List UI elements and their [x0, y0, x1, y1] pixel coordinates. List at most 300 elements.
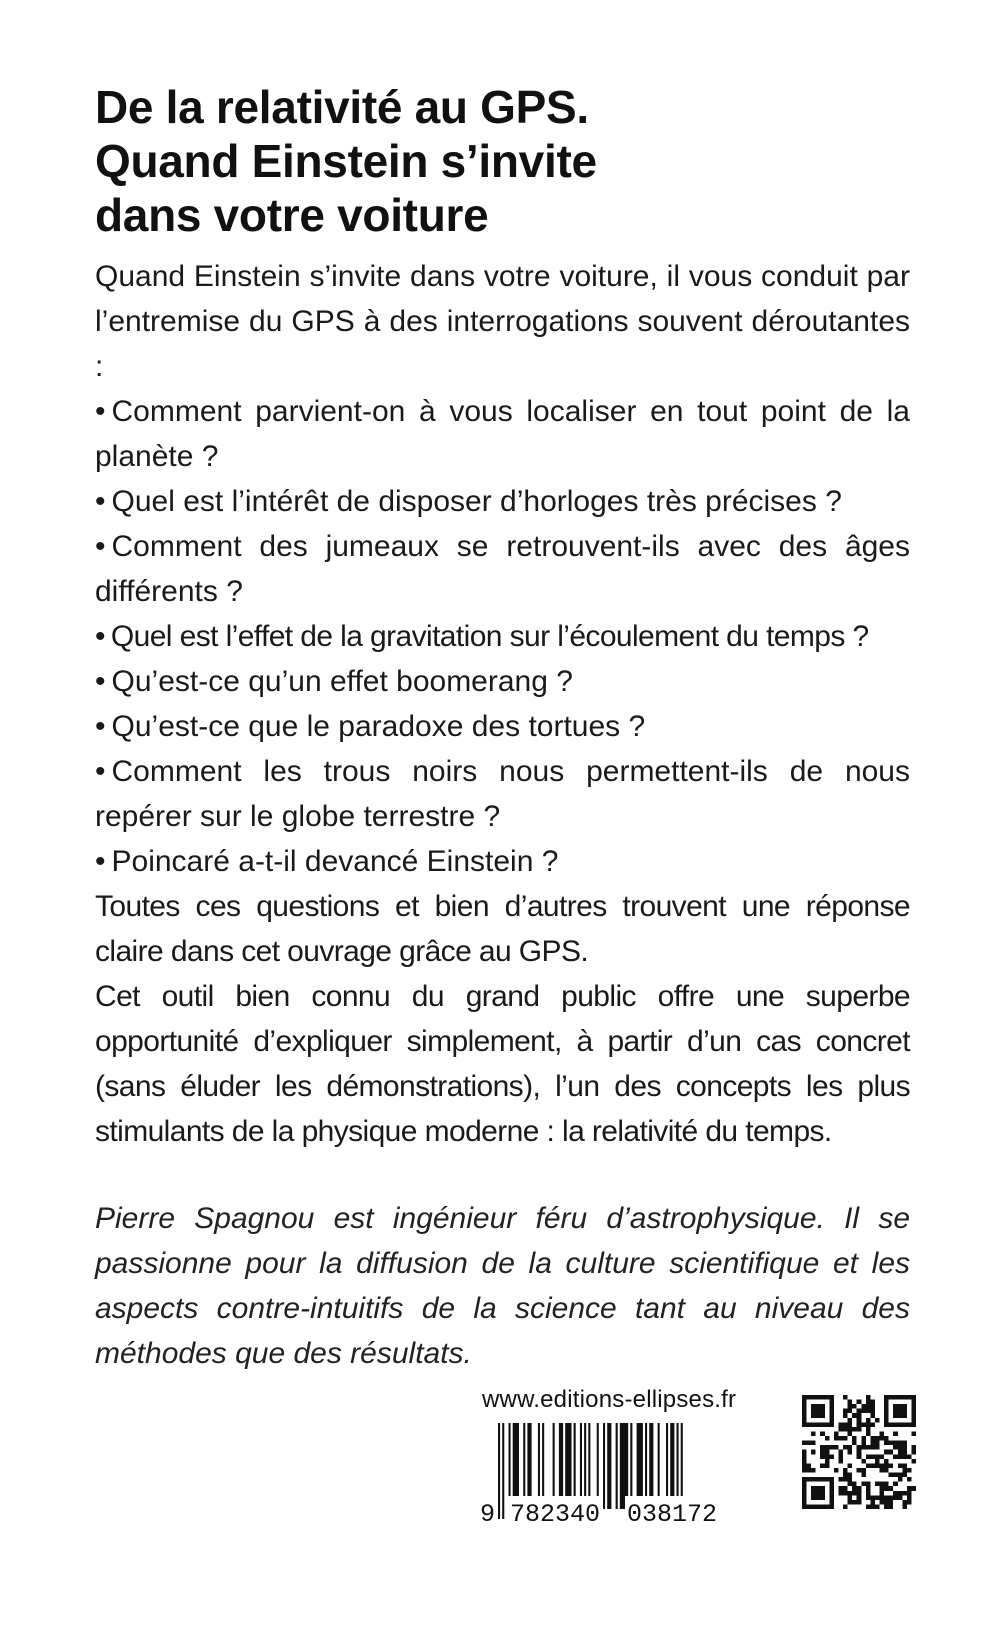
qr-module — [802, 1450, 807, 1455]
qr-module — [907, 1495, 912, 1500]
qr-module — [857, 1491, 862, 1496]
qr-module — [907, 1486, 912, 1491]
qr-module — [816, 1486, 821, 1491]
qr-module — [843, 1504, 848, 1509]
qr-module — [902, 1404, 907, 1409]
qr-module — [911, 1409, 916, 1414]
qr-module — [861, 1473, 866, 1478]
qr-module — [848, 1427, 853, 1432]
qr-module — [893, 1482, 898, 1487]
qr-module — [857, 1422, 862, 1427]
qr-module — [811, 1495, 816, 1500]
qr-module — [802, 1413, 807, 1418]
qr-module — [898, 1473, 903, 1478]
qr-module — [820, 1445, 825, 1450]
cover-text — [95, 80, 910, 1406]
qr-module — [816, 1404, 821, 1409]
qr-module — [884, 1404, 889, 1409]
qr-module — [802, 1409, 807, 1414]
qr-module — [829, 1404, 834, 1409]
qr-module — [811, 1441, 816, 1446]
qr-module — [875, 1454, 880, 1459]
qr-module — [866, 1418, 871, 1423]
qr-module — [834, 1445, 839, 1450]
qr-module — [834, 1468, 839, 1473]
qr-module — [838, 1422, 843, 1427]
qr-module — [848, 1445, 853, 1450]
qr-module — [889, 1463, 894, 1468]
qr-module — [889, 1422, 894, 1427]
qr-module — [880, 1436, 885, 1441]
qr-module — [911, 1422, 916, 1427]
qr-module — [911, 1431, 916, 1436]
answer-paragraph: Toutes ces questions et bien d’autres trouvent une réponse claire dans cet ouvrage grâce au GPS. — [95, 890, 910, 968]
qr-module — [825, 1463, 830, 1468]
qr-module — [807, 1463, 812, 1468]
qr-module — [898, 1445, 903, 1450]
qr-module — [848, 1418, 853, 1423]
qr-module — [829, 1486, 834, 1491]
qr-module — [811, 1504, 816, 1509]
qr-module — [838, 1436, 843, 1441]
qr-module — [911, 1404, 916, 1409]
qr-module — [907, 1500, 912, 1505]
qr-module — [843, 1413, 848, 1418]
qr-module — [866, 1495, 871, 1500]
qr-module — [829, 1482, 834, 1487]
barcode-graphic — [478, 1423, 768, 1533]
qr-module — [802, 1468, 807, 1473]
qr-module — [866, 1427, 871, 1432]
qr-module — [884, 1418, 889, 1423]
qr-module — [911, 1413, 916, 1418]
qr-module — [866, 1395, 871, 1400]
qr-module — [848, 1404, 853, 1409]
qr-module — [816, 1409, 821, 1414]
qr-module — [820, 1477, 825, 1482]
qr-module — [820, 1422, 825, 1427]
qr-module — [893, 1395, 898, 1400]
qr-module — [820, 1404, 825, 1409]
qr-module — [902, 1395, 907, 1400]
qr-module — [875, 1495, 880, 1500]
qr-module — [829, 1418, 834, 1423]
qr-module — [816, 1504, 821, 1509]
qr-module — [843, 1473, 848, 1478]
qr-module — [857, 1495, 862, 1500]
qr-module — [838, 1450, 843, 1455]
qr-module — [802, 1482, 807, 1487]
qr-module — [880, 1482, 885, 1487]
qr-module — [843, 1491, 848, 1496]
qr-module — [893, 1495, 898, 1500]
qr-module — [843, 1409, 848, 1414]
qr-module — [852, 1500, 857, 1505]
barcode-bar — [616, 1423, 618, 1509]
qr-module — [866, 1404, 871, 1409]
qr-module — [811, 1477, 816, 1482]
qr-module — [811, 1468, 816, 1473]
qr-module — [825, 1477, 830, 1482]
qr-module — [843, 1486, 848, 1491]
qr-module — [852, 1486, 857, 1491]
qr-module — [866, 1491, 871, 1496]
qr-module — [811, 1431, 816, 1436]
qr-module — [866, 1422, 871, 1427]
qr-module — [811, 1422, 816, 1427]
title-line-3: dans votre voiture — [95, 189, 489, 241]
qr-module — [889, 1441, 894, 1446]
qr-module — [902, 1409, 907, 1414]
qr-module — [880, 1495, 885, 1500]
qr-module — [843, 1422, 848, 1427]
qr-module — [838, 1459, 843, 1464]
qr-module — [802, 1477, 807, 1482]
qr-module — [870, 1409, 875, 1414]
qr-module — [902, 1413, 907, 1418]
qr-module — [861, 1441, 866, 1446]
qr-module — [802, 1504, 807, 1509]
qr-module — [816, 1495, 821, 1500]
qr-module — [911, 1459, 916, 1464]
qr-module — [861, 1459, 866, 1464]
qr-module — [884, 1441, 889, 1446]
qr-module — [884, 1500, 889, 1505]
qr-module — [834, 1436, 839, 1441]
qr-module — [866, 1431, 871, 1436]
barcode-bar — [502, 1423, 504, 1519]
qr-module — [852, 1441, 857, 1446]
qr-module — [911, 1450, 916, 1455]
qr-module — [902, 1491, 907, 1496]
qr-module — [843, 1477, 848, 1482]
list-item: • Qu’est-ce qu’un effet boomerang ? — [95, 665, 573, 698]
qr-module — [820, 1413, 825, 1418]
qr-module — [811, 1409, 816, 1414]
qr-module — [870, 1495, 875, 1500]
qr-module — [898, 1454, 903, 1459]
qr-module — [893, 1454, 898, 1459]
qr-module — [802, 1395, 807, 1400]
qr-module — [907, 1422, 912, 1427]
qr-module — [893, 1413, 898, 1418]
qr-module — [802, 1463, 807, 1468]
qr-module — [880, 1486, 885, 1491]
qr-module — [848, 1463, 853, 1468]
qr-module — [848, 1409, 853, 1414]
qr-module — [875, 1441, 880, 1446]
qr-module — [829, 1395, 834, 1400]
qr-module — [880, 1454, 885, 1459]
qr-module — [889, 1395, 894, 1400]
qr-module — [898, 1404, 903, 1409]
qr-module — [870, 1436, 875, 1441]
qr-module — [907, 1454, 912, 1459]
qr-module — [884, 1409, 889, 1414]
qr-module — [898, 1422, 903, 1427]
qr-module — [870, 1422, 875, 1427]
qr-module — [838, 1486, 843, 1491]
qr-module — [802, 1422, 807, 1427]
qr-module — [857, 1427, 862, 1432]
qr-module — [857, 1413, 862, 1418]
qr-module — [889, 1473, 894, 1478]
qr-module — [880, 1463, 885, 1468]
qr-module — [802, 1459, 807, 1464]
qr-module — [884, 1395, 889, 1400]
qr-module — [825, 1450, 830, 1455]
list-item: • Quel est l’effet de la gravitation sur l’écoulement du temps ? — [95, 620, 869, 653]
qr-module — [802, 1495, 807, 1500]
qr-module — [907, 1477, 912, 1482]
qr-module — [911, 1486, 916, 1491]
qr-module — [848, 1500, 853, 1505]
qr-module — [866, 1463, 871, 1468]
qr-module — [866, 1445, 871, 1450]
qr-module — [857, 1486, 862, 1491]
qr-module — [893, 1404, 898, 1409]
qr-module — [880, 1431, 885, 1436]
qr-module — [884, 1495, 889, 1500]
qr-module — [820, 1491, 825, 1496]
qr-module — [902, 1445, 907, 1450]
qr-module — [861, 1445, 866, 1450]
qr-module — [875, 1418, 880, 1423]
qr-module — [880, 1491, 885, 1496]
qr-module — [884, 1468, 889, 1473]
qr-module — [889, 1500, 894, 1505]
qr-module — [857, 1418, 862, 1423]
qr-module — [861, 1468, 866, 1473]
title-line-2: Quand Einstein s’invite — [95, 135, 597, 187]
qr-module — [807, 1477, 812, 1482]
qr-module — [884, 1482, 889, 1487]
qr-module — [816, 1395, 821, 1400]
qr-module — [820, 1450, 825, 1455]
qr-module — [902, 1450, 907, 1455]
qr-module — [811, 1450, 816, 1455]
list-item: • Comment les trous noirs nous permettent-ils de nous repérer sur le globe terrestre ? — [95, 755, 910, 833]
isbn-barcode — [478, 1423, 768, 1533]
publisher-website[interactable]: www.editions-ellipses.fr — [482, 1386, 737, 1413]
qr-module — [875, 1445, 880, 1450]
qr-module — [848, 1477, 853, 1482]
qr-module — [902, 1504, 907, 1509]
book-title — [95, 80, 910, 242]
qr-module — [889, 1504, 894, 1509]
qr-module — [902, 1422, 907, 1427]
qr-module — [848, 1495, 853, 1500]
qr-module — [884, 1486, 889, 1491]
qr-module — [870, 1404, 875, 1409]
list-item: • Poincaré a-t-il devancé Einstein ? — [95, 845, 559, 878]
qr-module — [843, 1445, 848, 1450]
qr-module — [825, 1445, 830, 1450]
qr-module — [884, 1400, 889, 1405]
qr-module — [820, 1504, 825, 1509]
qr-module — [829, 1477, 834, 1482]
qr-module — [829, 1495, 834, 1500]
intro-paragraph: Quand Einstein s’invite dans votre voiture, il vous conduit par l’entremise du GPS à des interrogations souvent déroutantes : — [95, 260, 910, 383]
qr-module — [834, 1431, 839, 1436]
qr-module — [816, 1491, 821, 1496]
qr-module — [807, 1504, 812, 1509]
qr-module — [825, 1395, 830, 1400]
qr-module — [866, 1504, 871, 1509]
qr-module — [884, 1413, 889, 1418]
qr-module — [838, 1491, 843, 1496]
qr-module — [802, 1418, 807, 1423]
qr-module — [829, 1500, 834, 1505]
qr-module — [875, 1463, 880, 1468]
qr-module — [907, 1395, 912, 1400]
qr-module — [838, 1427, 843, 1432]
qr-module — [825, 1504, 830, 1509]
qr-module — [816, 1413, 821, 1418]
qr-module — [852, 1413, 857, 1418]
qr-module — [852, 1427, 857, 1432]
qr-module — [884, 1504, 889, 1509]
qr-module — [820, 1454, 825, 1459]
qr-module — [829, 1400, 834, 1405]
qr-module — [848, 1422, 853, 1427]
list-item: • Comment parvient-on à vous localiser en tout point de la planète ? — [95, 395, 910, 473]
qr-module — [870, 1500, 875, 1505]
qr-module — [889, 1486, 894, 1491]
qr-module — [902, 1463, 907, 1468]
isbn-group-right: 038172 — [627, 1500, 718, 1529]
qr-module — [893, 1422, 898, 1427]
qr-module — [820, 1395, 825, 1400]
qr-module — [902, 1441, 907, 1446]
qr-module — [907, 1468, 912, 1473]
qr-module — [911, 1395, 916, 1400]
qr-module — [870, 1400, 875, 1405]
qr-module — [829, 1454, 834, 1459]
qr-module — [884, 1422, 889, 1427]
list-item: • Qu’est-ce que le paradoxe des tortues ? — [95, 710, 646, 743]
qr-module — [802, 1491, 807, 1496]
qr-module — [820, 1495, 825, 1500]
qr-code-graphic — [802, 1395, 916, 1509]
qr-module — [907, 1491, 912, 1496]
qr-module — [898, 1409, 903, 1414]
qr-module — [884, 1450, 889, 1455]
qr-module — [843, 1427, 848, 1432]
qr-module — [884, 1463, 889, 1468]
qr-module — [889, 1495, 894, 1500]
qr-module — [870, 1504, 875, 1509]
list-item: • Comment des jumeaux se retrouvent-ils avec des âges différents ? — [95, 530, 910, 608]
qr-module — [820, 1486, 825, 1491]
qr-module — [811, 1413, 816, 1418]
qr-module — [807, 1395, 812, 1400]
qr-module — [829, 1422, 834, 1427]
qr-module — [852, 1482, 857, 1487]
qr-module — [816, 1477, 821, 1482]
qr-module — [848, 1491, 853, 1496]
qr-module — [857, 1445, 862, 1450]
qr-module — [911, 1445, 916, 1450]
qr-module — [857, 1400, 862, 1405]
qr-module — [870, 1441, 875, 1446]
author-bio: Pierre Spagnou est ingénieur féru d’astrophysique. Il se passionne pour la diffusion de la culture scientifique et les aspects contre-intuitifs de la science tant au niveau des méthodes que des résultats. — [95, 1202, 910, 1370]
qr-module — [866, 1400, 871, 1405]
qr-module — [861, 1436, 866, 1441]
qr-module — [802, 1404, 807, 1409]
qr-module — [829, 1413, 834, 1418]
qr-module — [898, 1450, 903, 1455]
qr-module — [807, 1441, 812, 1446]
qr-module — [848, 1473, 853, 1478]
qr-module — [857, 1500, 862, 1505]
qr-module — [911, 1400, 916, 1405]
qr-module — [843, 1468, 848, 1473]
qr-module — [870, 1463, 875, 1468]
qr-module — [902, 1473, 907, 1478]
qr-module — [820, 1409, 825, 1414]
qr-module — [898, 1477, 903, 1482]
qr-module — [866, 1409, 871, 1414]
qr-module — [866, 1454, 871, 1459]
qr-module — [884, 1436, 889, 1441]
qr-module — [893, 1491, 898, 1496]
qr-module — [857, 1468, 862, 1473]
qr-module — [866, 1486, 871, 1491]
qr-module — [857, 1409, 862, 1414]
qr-module — [880, 1500, 885, 1505]
isbn-group-left: 782340 — [510, 1500, 601, 1529]
qr-module — [898, 1395, 903, 1400]
qr-module — [852, 1491, 857, 1496]
qr-module — [838, 1454, 843, 1459]
qr-module — [875, 1504, 880, 1509]
qr-module — [820, 1431, 825, 1436]
qr-module — [866, 1482, 871, 1487]
qr-module — [852, 1404, 857, 1409]
qr-module — [898, 1491, 903, 1496]
qr-module — [829, 1491, 834, 1496]
qr-module — [802, 1486, 807, 1491]
qr-module — [893, 1473, 898, 1478]
qr-module — [829, 1445, 834, 1450]
qr-module — [843, 1395, 848, 1400]
qr-module — [861, 1422, 866, 1427]
qr-module — [829, 1504, 834, 1509]
qr-module — [870, 1445, 875, 1450]
qr-module — [811, 1491, 816, 1496]
qr-module — [902, 1500, 907, 1505]
qr-module — [807, 1422, 812, 1427]
qr-module — [861, 1409, 866, 1414]
list-item: • Quel est l’intérêt de disposer d’horloges très précises ? — [95, 485, 842, 518]
qr-module — [811, 1486, 816, 1491]
isbn-first-digit: 9 — [480, 1500, 496, 1529]
qr-module — [802, 1400, 807, 1405]
description-paragraph: Cet outil bien connu du grand public offre une superbe opportunité d’expliquer simplement, à partir d’un cas concret (sans éluder les démonstrations), l’un des concepts les plus stimulants de la physique moderne : la relativité du temps. — [95, 980, 910, 1148]
qr-module — [875, 1459, 880, 1464]
qr-module — [848, 1431, 853, 1436]
cover-footer — [0, 1385, 1000, 1545]
qr-module — [802, 1500, 807, 1505]
title-line-1: De la relativité au GPS. — [95, 81, 589, 133]
qr-code[interactable] — [802, 1395, 916, 1509]
qr-module — [802, 1441, 807, 1446]
qr-module — [811, 1395, 816, 1400]
question-list — [95, 389, 910, 884]
qr-module — [807, 1468, 812, 1473]
barcode-bar — [603, 1423, 605, 1509]
